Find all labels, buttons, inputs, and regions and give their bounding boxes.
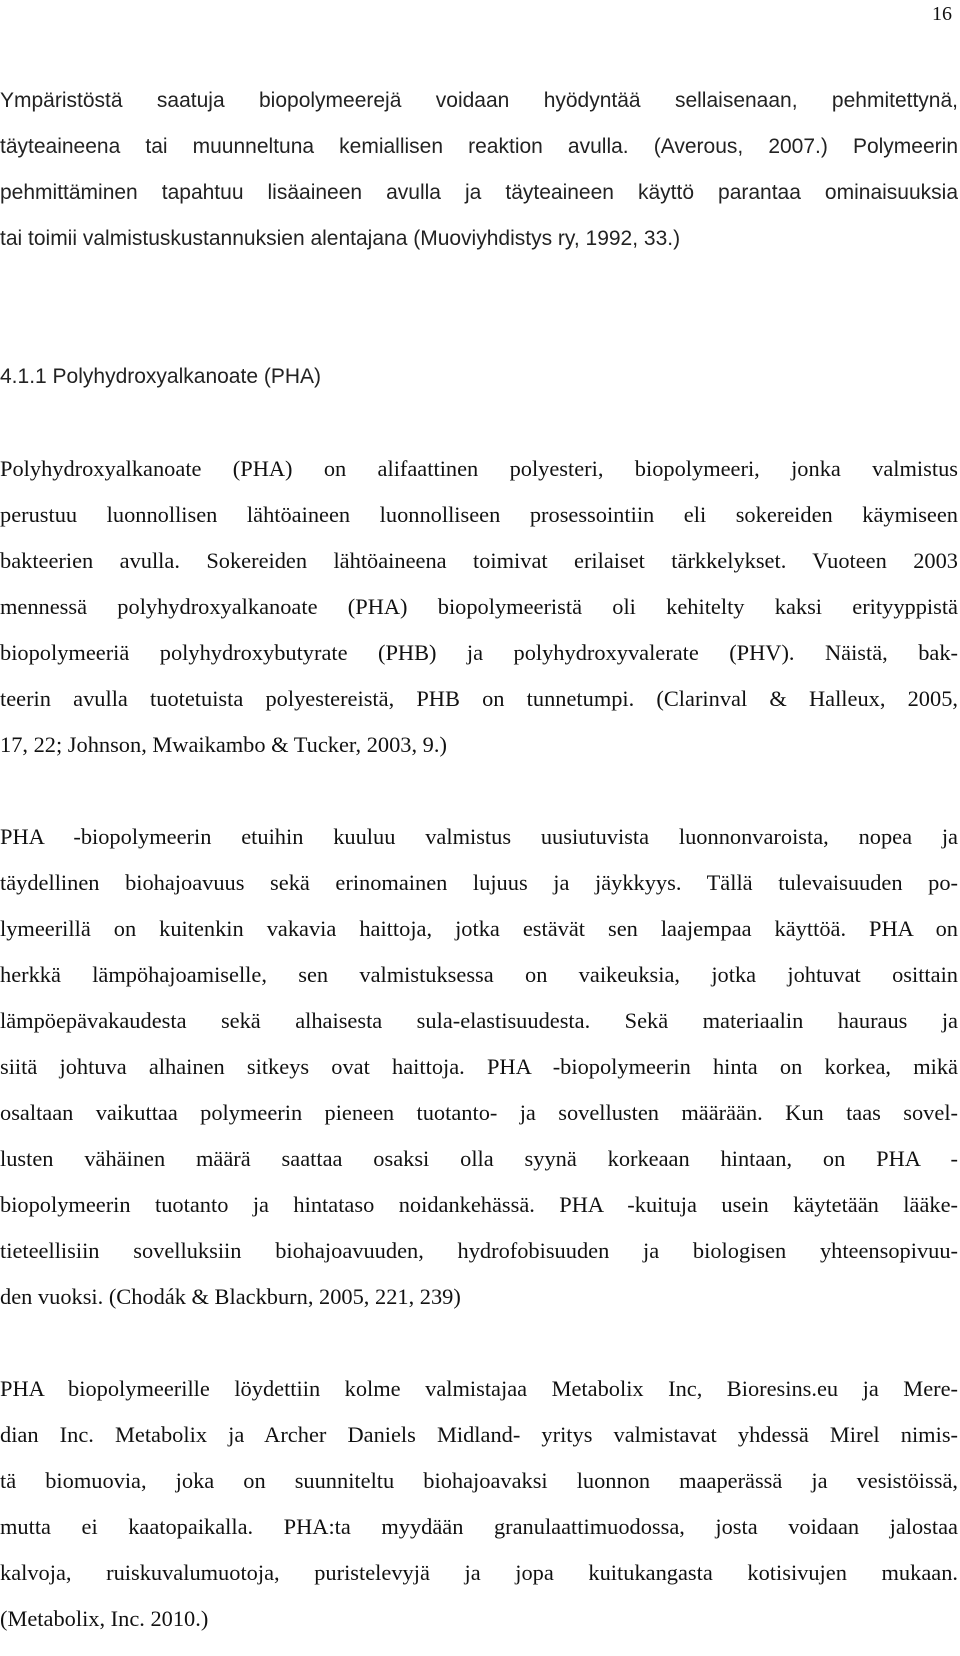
- text-line: tai toimii valmistuskustannuksien alentajana (Muoviyhdistys ry, 1992, 33.): [0, 227, 681, 250]
- spacer: [0, 768, 958, 814]
- text-line: mennessä polyhydroxyalkanoate (PHA) biopolymeeristä oli kehitelty kaksi erityyppistä: [0, 594, 958, 619]
- spacer: [0, 1320, 958, 1366]
- text-line: Ympäristöstä saatuja biopolymeerejä voidaan hyödyntää sellaisenaan, pehmitettynä,: [0, 89, 958, 112]
- text-line: biopolymeerin tuotanto ja hintataso noidankehässä. PHA -kuituja usein käytetään lääke-: [0, 1192, 958, 1217]
- text-line: täyteaineena tai muunneltuna kemiallisen reaktion avulla. (Averous, 2007.) Polymeerin: [0, 135, 958, 158]
- paragraph-intro: [0, 78, 958, 262]
- text-line: perustuu luonnollisen lähtöaineen luonnolliseen prosessointiin eli sokereiden käymiseen: [0, 502, 958, 527]
- text-line: dian Inc. Metabolix ja Archer Daniels Midland- yritys valmistavat yhdessä Mirel nimis-: [0, 1422, 958, 1447]
- text-line: biopolymeeriä polyhydroxybutyrate (PHB) ja polyhydroxyvalerate (PHV). Näistä, bak-: [0, 640, 958, 665]
- text-line: lymeerillä on kuitenkin vakavia haittoja, jotka estävät sen laajempaa käyttöä. PHA on: [0, 916, 958, 941]
- text-line: PHA biopolymeerille löydettiin kolme valmistajaa Metabolix Inc, Bioresins.eu ja Mere-: [0, 1376, 958, 1401]
- text-line: pehmittäminen tapahtuu lisäaineen avulla ja täyteaineen käyttö parantaa ominaisuuksia: [0, 181, 958, 204]
- text-line: tieteellisiin sovelluksiin biohajoavuuden, hydrofobisuuden ja biologisen yhteensopivuu-: [0, 1238, 958, 1263]
- paragraph-pha-definition: [0, 446, 958, 768]
- paragraph-pha-manufacturers: [0, 1366, 958, 1642]
- text-line: mutta ei kaatopaikalla. PHA:ta myydään granulaattimuodossa, josta voidaan jalostaa: [0, 1514, 958, 1539]
- spacer: [0, 262, 958, 354]
- text-line: (Metabolix, Inc. 2010.): [0, 1606, 209, 1631]
- text-line: täydellinen biohajoavuus sekä erinomainen lujuus ja jäykkyys. Tällä tulevaisuuden po-: [0, 870, 958, 895]
- text-line: lusten vähäinen määrä saattaa osaksi olla syynä korkeaan hintaan, on PHA -: [0, 1146, 958, 1171]
- text-line: tä biomuovia, joka on suunniteltu biohajoavaksi luonnon maaperässä ja vesistöissä,: [0, 1468, 958, 1493]
- spacer: [0, 400, 958, 446]
- text-line: teerin avulla tuotetuista polyestereistä, PHB on tunnetumpi. (Clarinval & Halleux, 2005,: [0, 686, 958, 711]
- text-line: kalvoja, ruiskuvalumuotoja, puristelevyjä ja jopa kuitukangasta kotisivujen mukaan.: [0, 1560, 958, 1585]
- text-line: osaltaan vaikuttaa polymeerin pieneen tuotanto- ja sovellusten määrään. Kun taas sovel-: [0, 1100, 958, 1125]
- text-line: Polyhydroxyalkanoate (PHA) on alifaattinen polyesteri, biopolymeeri, jonka valmistus: [0, 456, 958, 481]
- text-line: siitä johtuva alhainen sitkeys ovat haittoja. PHA -biopolymeerin hinta on korkea, mikä: [0, 1054, 958, 1079]
- text-line: lämpöepävakaudesta sekä alhaisesta sula-elastisuudesta. Sekä materiaalin hauraus ja: [0, 1008, 958, 1033]
- paragraph-pha-advantages: [0, 814, 958, 1320]
- text-line: bakteerien avulla. Sokereiden lähtöaineena toimivat erilaiset tärkkelykset. Vuoteen 2003: [0, 548, 958, 573]
- section-heading: 4.1.1 Polyhydroxyalkanoate (PHA): [0, 365, 321, 388]
- text-line: herkkä lämpöhajoamiselle, sen valmistuksessa on vaikeuksia, jotka johtuvat osittain: [0, 962, 958, 987]
- text-line: 17, 22; Johnson, Mwaikambo & Tucker, 2003, 9.): [0, 732, 447, 757]
- text-line: PHA -biopolymeerin etuihin kuuluu valmistus uusiutuvista luonnonvaroista, nopea ja: [0, 824, 958, 849]
- document-body: [0, 78, 958, 1642]
- text-line: den vuoksi. (Chodák & Blackburn, 2005, 221, 239): [0, 1284, 461, 1309]
- page-number: 16: [932, 3, 952, 25]
